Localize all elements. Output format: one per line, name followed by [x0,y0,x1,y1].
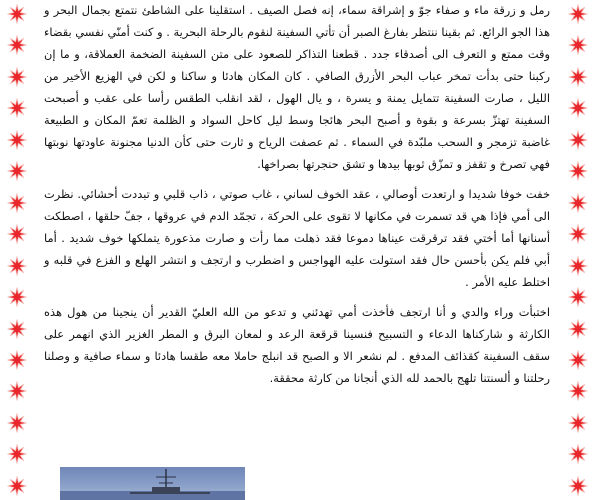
paragraph-2: خفت خوفا شديدا و ارتعدت أوصالي ، عقد الخوف لساني ، غاب صوتي ، ذاب قلبي و تبددت أحشائي. نظرت الى أمي فإذا هي قد تسمرت في مكانها لا تقوى على الحركة ، تجمّد الدم في عروقها ، جفّ حلقها ، اصطكت أسنانها أما أختي فقد ترقرقت عيناها دموعا فقد ذهلت مما رأت و صارت مذعورة يتملكها خوف شديد . أما أبي فلم يكن بأحسن حال فقد استولت عليه الهواجس و اضطرب و ارتجف و انتشر الهلع و الفزع في قلبه و اختلط عليه الأمر . [44,187,550,289]
star-icon [7,130,27,150]
star-icon [568,381,588,401]
star-icon [7,98,27,118]
star-icon [568,350,588,370]
star-icon [7,161,27,181]
star-icon [568,319,588,339]
star-icon [568,444,588,464]
star-icon [568,98,588,118]
star-icon [568,413,588,433]
paragraph-1: رمل و زرقة ماء و صفاء جوّ و إشراقة سماء، إنه فصل الصيف . استقلينا على الشاطئ نتمتع بجمال البحر و هذا الجو الرائع. ثم بقينا ننتظر بفارغ الصبر أن تأتي السفينة لنقوم بالرحلة البحرية . و كنت أمنّي نفسي بقضاء وقت ممتع و التعرف الى أصدقاء جدد . قطعنا التذاكر للصعود على متن السفينة الضخمة العملاقة، و ما إن ركبنا حتى بدأت تمخر عباب البحر الأزرق الصافي . كان المكان هادئا و ساكنا و لكن في الهزيع الأخير من الليل ، صارت السفينة تتمايل يمنة و يسرة ، و يال الهول ، لقد انقلب الطقس رأسا على عقب و أصبحت السفينة تهتزّ بسرعة و بقوة و أصبح البحر هائجا وسط ليل كاحل السواد و الظلمة تعمّ المكان و الطبيعة غاضبة تزمجر و السحب ملبّدة في السماء . ثم عصفت الرياح و ثارت حتى كأن الدنيا مجنونة عاودتها نوبتها فهي تصرخ و تقفز و تمزّق ثوبها بيدها و تشق حنجرتها بصراخها. [44,3,550,171]
star-icon [7,287,27,307]
star-icon [568,130,588,150]
left-star-border [0,0,34,500]
star-icon [7,256,27,276]
star-icon [568,161,588,181]
right-star-border [561,0,595,500]
star-icon [568,224,588,244]
star-icon [7,193,27,213]
story-page [40,0,554,500]
star-icon [7,444,27,464]
paragraph-3: اختبأت وراء والدي و أنا ارتجف فأخذت أمي تهدئني و تدعو من الله العليّ القدير أن ينجينا من هول هذه الكارثة و شاركناها الدعاء و التسبيح فنسينا قرقعة الرعد و لمعان البرق و المطر الغزير الذي انهمر على سقف السفينة كقذائف المدفع . لم نشعر الا و الصبح قد انبلج حاملا معه طقسا هادئا و سماء صافية و وصلنا رحلتنا و ألسنتنا تلهج بالحمد لله الذي أنجانا من كارثة محققة. [44,305,550,385]
star-icon [568,35,588,55]
star-icon [7,319,27,339]
ship-photo [60,467,245,500]
star-icon [7,224,27,244]
star-icon [7,4,27,24]
star-icon [7,413,27,433]
star-icon [7,476,27,496]
star-icon [7,35,27,55]
star-icon [568,67,588,87]
star-icon [7,350,27,370]
star-icon [568,4,588,24]
star-icon [568,193,588,213]
star-icon [568,287,588,307]
star-icon [7,381,27,401]
star-icon [568,256,588,276]
star-icon [7,67,27,87]
star-icon [568,476,588,496]
